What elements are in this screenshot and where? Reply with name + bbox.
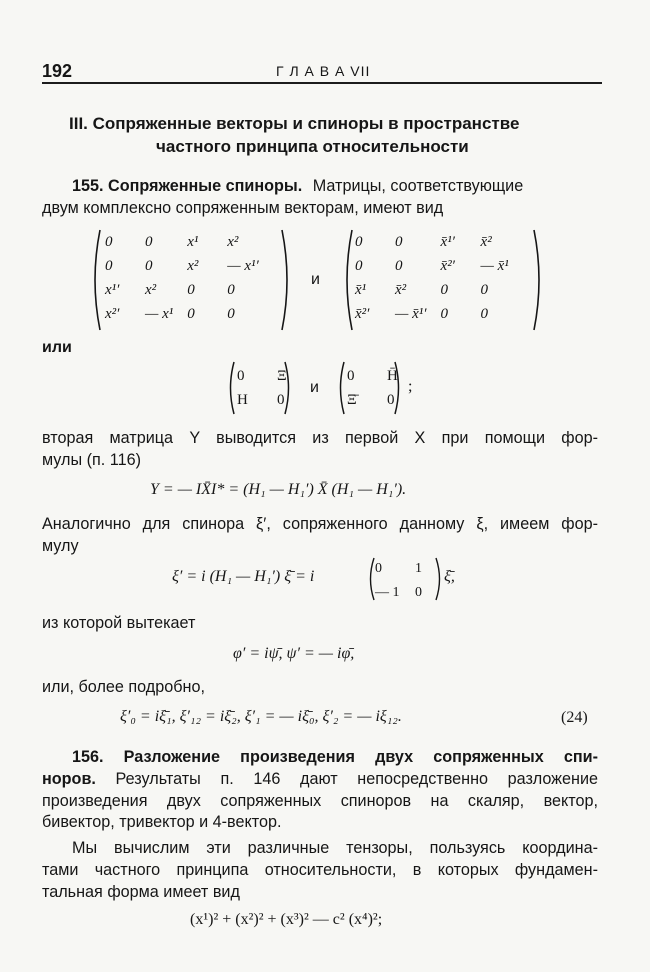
- text-follows: из которой вытекает: [42, 614, 196, 632]
- matrix-left-cell: 0: [227, 281, 235, 298]
- xi-matrix-cell: 0: [415, 585, 422, 600]
- matrix-left-cell: 0: [227, 305, 235, 322]
- matrix-left-cell: — x¹: [145, 305, 174, 322]
- section-title-line2: частного принципа относительности: [156, 137, 469, 156]
- matrix-right-row: [348, 302, 516, 326]
- matrix-right-cell: x̄²′: [355, 305, 370, 322]
- p156-line1: [42, 747, 598, 769]
- word-or: или: [42, 339, 72, 356]
- matrix-left-row: [98, 278, 266, 302]
- p155-heading: 155. Сопряженные спиноры.: [72, 177, 303, 195]
- xi-matrix-cell: 0: [375, 561, 382, 576]
- block-left-close-paren: [283, 360, 293, 416]
- matrix-right-cell: 0: [480, 281, 489, 298]
- formula-xi-close-paren: [434, 556, 444, 602]
- block-left-row: [230, 364, 310, 388]
- matrix-right-cell: 0: [355, 233, 363, 250]
- matrix-right-cell: x̄²′: [440, 257, 455, 274]
- page-number: 192: [42, 61, 73, 81]
- text-second-matrix-line1: вторая матрица Y выводится из первой X при помощи фор-: [42, 429, 598, 447]
- matrix-left-cell: x¹: [187, 233, 199, 250]
- matrix-left-cell: 0: [145, 257, 153, 274]
- matrix-right-cell: 0: [395, 257, 403, 274]
- matrix-right-row: [348, 278, 516, 302]
- matrix-right-cell: 0: [480, 305, 489, 322]
- formula-fundamental: (x¹)² + (x²)² + (x³)² — c² (x⁴)²;: [190, 911, 383, 928]
- block-matrix-left: [230, 364, 310, 412]
- text-second-matrix: [42, 428, 598, 472]
- matrix-left-close-paren: [280, 228, 294, 332]
- p-tensors-line2: тами частного принципа относительности, в которых фундамен-: [42, 860, 598, 879]
- matrix-right-cell: — x̄¹: [480, 257, 509, 274]
- p-tensors-line3: тальная форма имеет вид: [42, 882, 240, 901]
- p156-line2-rest: Результаты п. 146 дают непосредственно разложение: [115, 769, 598, 788]
- matrix-left-cell: x²: [227, 233, 239, 250]
- formula-phi: φ′ = iψ̄, ψ′ = — iφ̄,: [233, 645, 355, 662]
- p155-line1-rest: Матрицы, соответствующие: [312, 177, 524, 195]
- matrix-left-cell: x¹′: [105, 281, 120, 298]
- matrix-right-cell: x̄²: [480, 233, 492, 250]
- p156-heading-line2: норов.: [42, 769, 96, 788]
- formula-24: ξ′₀ = iξ̄₁, ξ′₁₂ = iξ̄₂, ξ′₁ = — iξ̄₀, ξ′₂ = — iξ₁₂.: [120, 708, 402, 725]
- block-left-row: [230, 388, 310, 412]
- p-tensors-line1: Мы вычислим эти различные тензоры, пользуясь координа-: [72, 839, 598, 857]
- matrix-right: [348, 230, 516, 326]
- matrix-right-cell: 0: [440, 305, 449, 322]
- p156-heading-line1: 156. Разложение произведения двух сопряженных спи-: [72, 748, 598, 766]
- block-right-cell: Ξ̄: [347, 391, 357, 408]
- block-left-cell: H: [237, 391, 248, 408]
- matrix-left-cell: x²: [145, 281, 157, 298]
- matrix-left-cell: 0: [105, 257, 113, 274]
- matrix-right-cell: x̄¹: [355, 281, 367, 298]
- p155-line2: двум комплексно сопряженным векторам, имеют вид: [42, 199, 444, 217]
- p156-line3: произведения двух сопряженных спиноров на скаляр, вектор,: [42, 791, 598, 810]
- matrix-right-cell: 0: [395, 233, 403, 250]
- xi-matrix-cell: 1: [415, 561, 422, 576]
- block-left-cell: Ξ: [277, 367, 287, 384]
- matrix-left: [98, 230, 266, 326]
- matrix-left-cell: 0: [187, 281, 195, 298]
- equation-number: (24): [561, 709, 588, 726]
- block-right-cell: 0: [387, 391, 395, 408]
- matrix-right-cell: — x̄¹′: [395, 305, 427, 322]
- matrix-right-row: [348, 254, 516, 278]
- matrix-left-cell: — x¹′: [227, 257, 259, 274]
- matrix-left-cell: 0: [105, 233, 113, 250]
- section-title-line1: III. Сопряженные векторы и спиноры в пространстве: [69, 114, 520, 133]
- matrix-left-row: [98, 254, 266, 278]
- block-left-cell: 0: [277, 391, 285, 408]
- matrix-right-cell: 0: [440, 281, 449, 298]
- p156-line2: [42, 769, 598, 791]
- matrix-right-cell: x̄²: [395, 281, 407, 298]
- text-detail: или, более подробно,: [42, 678, 205, 696]
- block-right-cell: H̄: [387, 367, 398, 384]
- p-tensors: [42, 838, 598, 903]
- matrix-right-cell: x̄¹′: [440, 233, 455, 250]
- p155-line1: [72, 177, 523, 196]
- matrix-left-cell: 0: [145, 233, 153, 250]
- xi-matrix-cell: — 1: [375, 585, 400, 600]
- text-second-matrix-line2: мулы (п. 116): [42, 450, 141, 469]
- matrix-left-cell: x²′: [105, 305, 120, 322]
- header-rule: [42, 82, 602, 84]
- matrix-right-cell: 0: [355, 257, 363, 274]
- formula-xi-prime-right: ξ̄,: [444, 568, 455, 585]
- text-analog: [42, 514, 598, 558]
- block-left-cell: 0: [237, 367, 245, 384]
- text-analog-line1: Аналогично для спинора ξ′, сопряженного данному ξ, имеем фор-: [42, 515, 598, 533]
- matrix-left-cell: 0: [187, 305, 195, 322]
- matrix-left-row: [98, 230, 266, 254]
- block-right-cell: 0: [347, 367, 355, 384]
- block-right-close-paren: [393, 360, 403, 416]
- formula-Y: Y = — IX̄I* = (H₁ — H₁′) X̄ (H₁ — H₁′).: [150, 481, 407, 498]
- p156: [42, 747, 598, 834]
- conjunction-and-2: и: [310, 379, 319, 396]
- text-analog-line2: мулу: [42, 536, 79, 555]
- conjunction-and-1: и: [311, 271, 320, 288]
- matrix-left-row: [98, 302, 266, 326]
- formula-xi-prime-left: ξ′ = i (H₁ — H₁′) ξ̄ = i: [172, 568, 315, 585]
- block-semicolon: ;: [408, 378, 413, 395]
- chapter-running-head: Г Л А В А VII: [276, 63, 371, 79]
- p156-line4: бивектор, тривектор и 4-вектор.: [42, 813, 282, 832]
- matrix-right-row: [348, 230, 516, 254]
- matrix-left-cell: x²: [187, 257, 199, 274]
- matrix-right-close-paren: [532, 228, 546, 332]
